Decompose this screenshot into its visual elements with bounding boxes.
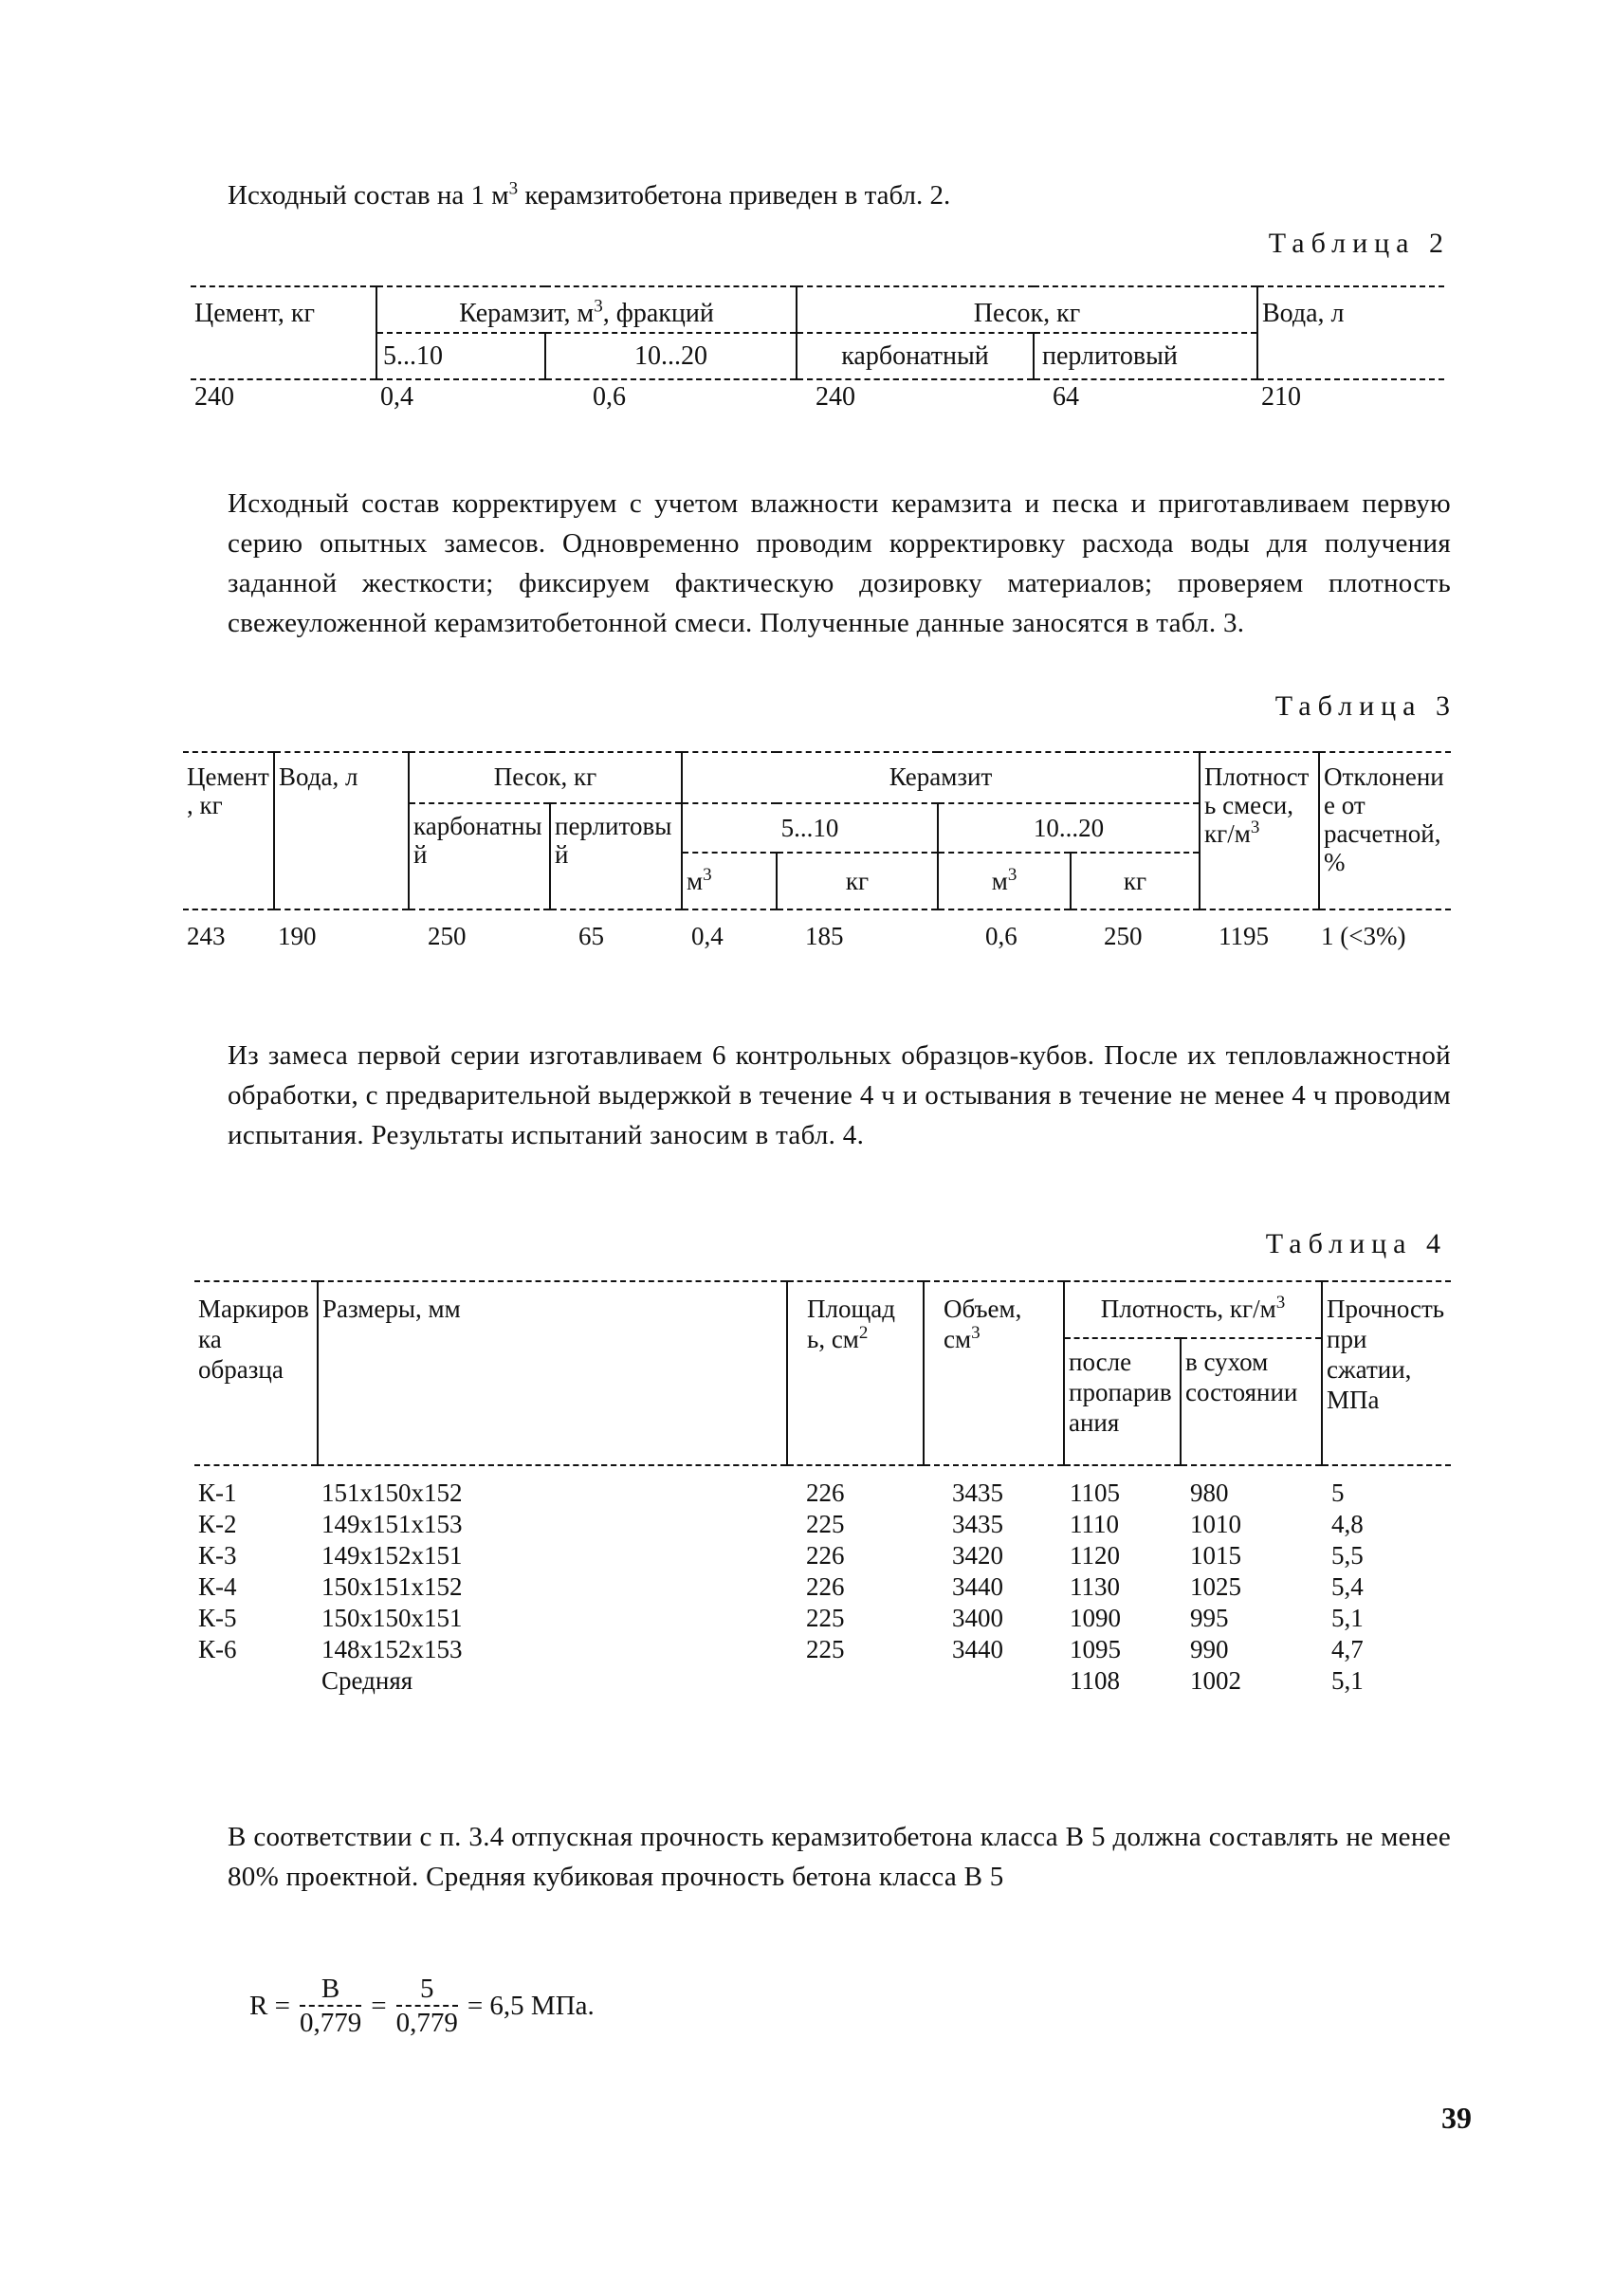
cell: 990	[1190, 1635, 1229, 1663]
denominator: 0,779	[300, 2005, 361, 2039]
header-area: Площадь, $см^2$	[787, 1281, 924, 1465]
cell: К-4	[198, 1572, 237, 1601]
header-perlite: перлитовый	[1034, 333, 1257, 379]
cell: 1002	[1190, 1666, 1241, 1695]
page-number: 39	[1441, 2101, 1472, 2135]
cell: 149x151x153	[321, 1510, 463, 1538]
table2-caption: Таблица 2	[1268, 228, 1450, 259]
cell: 3435	[952, 1479, 1003, 1507]
cell: 0,6	[985, 922, 1017, 950]
cell: 226	[806, 1479, 845, 1507]
cell: 1110	[1070, 1510, 1119, 1538]
header-perlite: перлитовый	[550, 803, 682, 909]
cell: К-3	[198, 1541, 237, 1570]
cell: 240	[816, 382, 855, 412]
paragraph-1: Исходный состав корректируем с учетом влажности керамзита и песка и приготавливаем первую серию опытных замесов. Одновременно проводим корректировку расхода воды для получения заданной жесткости; фиксируем фактическую дозировку материалов; проверяем плотность свежеуложенной керамзитобетонной смеси. Полученные данные заносятся в табл. 3.	[228, 488, 1451, 638]
header-carbonate: карбонатный	[797, 333, 1034, 379]
header-deviation: Отклонение от расчетной, %	[1319, 752, 1451, 909]
cell: 4,8	[1331, 1510, 1364, 1538]
cell: 65	[578, 922, 604, 950]
cell	[787, 1665, 924, 1697]
table-row	[191, 379, 1444, 413]
header-mark: Маркировка образца	[194, 1281, 318, 1465]
paragraph-3: В соответствии с п. 3.4 отпускная прочность керамзитобетона класса В 5 должна составлять не менее 80% проектной. Средняя кубиковая прочность бетона класса В 5	[228, 1822, 1451, 1892]
cell: 0,4	[691, 922, 724, 950]
cell: 995	[1190, 1604, 1229, 1632]
cell: 1120	[1070, 1541, 1120, 1570]
fraction	[396, 1973, 458, 2039]
header-after-steaming: после пропаривания	[1064, 1338, 1181, 1465]
table-row	[194, 1571, 1451, 1603]
header-sand: Песок, кг	[797, 286, 1257, 333]
table-row	[194, 1665, 1451, 1697]
cell: 250	[1104, 922, 1143, 950]
cell: К-5	[198, 1604, 237, 1632]
table-3	[183, 751, 1451, 952]
cell	[194, 1665, 318, 1697]
cell: 3440	[952, 1572, 1003, 1601]
cell: 1130	[1070, 1572, 1120, 1601]
header-size: Размеры, мм	[318, 1281, 787, 1465]
header-water: Вода, л	[1257, 286, 1444, 379]
superscript: 3	[508, 178, 519, 199]
header-volume: Объем, $см^3$	[924, 1281, 1064, 1465]
cell: 150x151x152	[321, 1572, 463, 1601]
cell: 5,1	[1331, 1604, 1364, 1632]
cell: 5,5	[1331, 1541, 1364, 1570]
cell: 1 (<3%)	[1321, 922, 1406, 950]
cell: 5,1	[1331, 1666, 1364, 1695]
cell: 225	[806, 1604, 845, 1632]
header-m3: $м^3$	[682, 853, 777, 909]
cell: 3435	[952, 1510, 1003, 1538]
formula-lhs: R =	[249, 1990, 290, 2021]
cell: 1195	[1219, 922, 1270, 950]
cell: 980	[1190, 1479, 1229, 1507]
cell: 190	[278, 922, 317, 950]
numerator: 5	[419, 1974, 434, 2004]
table3-caption: Таблица 3	[1274, 690, 1457, 722]
cell: Средняя	[321, 1666, 413, 1695]
table-row	[194, 1509, 1451, 1540]
header-fraction-5-10: 5...10	[376, 333, 545, 379]
cell: 250	[428, 922, 467, 950]
header-kg: кг	[777, 853, 938, 909]
table-row	[194, 1603, 1451, 1634]
header-cement: Цемент, кг	[191, 286, 376, 379]
table-row	[194, 1634, 1451, 1665]
denominator: 0,779	[396, 2005, 458, 2039]
cell: 1025	[1190, 1572, 1241, 1601]
header-fraction-10-20: 10...20	[938, 803, 1200, 853]
header-keramzit: Керамзит	[682, 752, 1200, 803]
cell: 5	[1331, 1479, 1345, 1507]
header-carbonate: карбонатный	[409, 803, 550, 909]
formula-result: = 6,5 МПа.	[467, 1990, 595, 2021]
cell: 185	[805, 922, 844, 950]
cell: 1090	[1070, 1604, 1121, 1632]
cell: 3440	[952, 1635, 1003, 1663]
cell: 226	[806, 1541, 845, 1570]
cell: 1095	[1070, 1635, 1121, 1663]
cell: 3400	[952, 1604, 1003, 1632]
header-keramzit: Керамзит, $м^3$, фракций	[376, 286, 797, 333]
header-density: Плотность, $кг/м^3$	[1064, 1281, 1322, 1338]
header-sand: Песок, кг	[409, 752, 682, 803]
cell: 151x150x152	[321, 1479, 463, 1507]
intro-text: Исходный состав на 1 м	[228, 180, 509, 211]
header-dry-state: в сухом состоянии	[1181, 1338, 1322, 1465]
formula	[249, 1973, 595, 2039]
cell: 149x152x151	[321, 1541, 463, 1570]
cell: 1108	[1070, 1666, 1120, 1695]
equals: =	[371, 1990, 387, 2021]
fraction	[300, 1973, 361, 2039]
cell: К-1	[198, 1479, 237, 1507]
table-2	[191, 285, 1444, 413]
cell: 150x150x151	[321, 1604, 463, 1632]
cell: 0,6	[593, 382, 626, 412]
cell: 240	[194, 382, 234, 412]
table-row	[194, 1465, 1451, 1509]
table4-caption: Таблица 4	[1265, 1228, 1447, 1259]
intro-line	[228, 180, 950, 211]
cell: 210	[1261, 382, 1301, 412]
header-kg: кг	[1071, 853, 1200, 909]
cell: 1010	[1190, 1510, 1241, 1538]
table-row	[194, 1540, 1451, 1571]
cell: 225	[806, 1510, 845, 1538]
cell: К-2	[198, 1510, 237, 1538]
intro-text-end: керамзитобетона приведен в табл. 2.	[518, 180, 951, 211]
cell: 226	[806, 1572, 845, 1601]
cell: 4,7	[1331, 1635, 1364, 1663]
cell: 1015	[1190, 1541, 1241, 1570]
header-water: Вода, л	[274, 752, 409, 909]
numerator: В	[321, 1974, 340, 2004]
cell: 64	[1053, 382, 1079, 412]
cell: 1105	[1070, 1479, 1120, 1507]
header-density: Плотность смеси, $кг/м^3$	[1200, 752, 1319, 909]
paragraph-2: Из замеса первой серии изготавливаем 6 контрольных образцов-кубов. После их тепловлажностной обработки, с предварительной выдержкой в течение 4 ч и остывания в течение не менее 4 ч проводим испытания. Результаты испытаний заносим в табл. 4.	[228, 1040, 1451, 1150]
cell: 243	[187, 922, 226, 950]
header-fraction-10-20: 10...20	[545, 333, 797, 379]
header-strength: Прочность при сжатии, МПа	[1322, 1281, 1451, 1465]
header-cement: Цемент, кг	[183, 752, 274, 909]
header-m3: $м^3$	[938, 853, 1071, 909]
cell: 225	[806, 1635, 845, 1663]
cell: 148x152x153	[321, 1635, 463, 1663]
header-fraction-5-10: 5...10	[682, 803, 938, 853]
cell: 0,4	[380, 382, 413, 412]
cell	[924, 1665, 1064, 1697]
table-4	[194, 1280, 1451, 1697]
cell: К-6	[198, 1635, 237, 1663]
cell: 5,4	[1331, 1572, 1364, 1601]
cell: 3420	[952, 1541, 1003, 1570]
table-row	[183, 909, 1451, 952]
